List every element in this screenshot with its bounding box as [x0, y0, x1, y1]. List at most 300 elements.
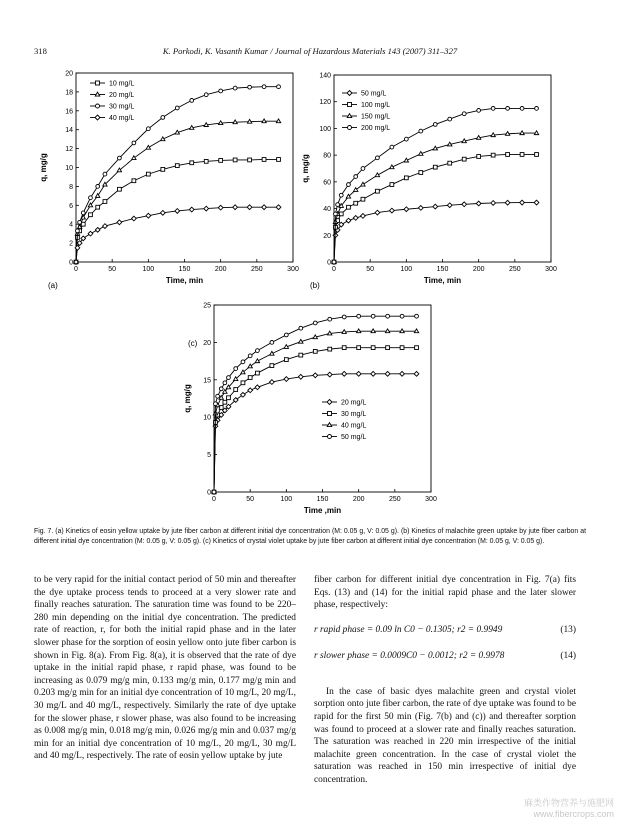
y-tick-label: 25 [203, 302, 211, 310]
data-point [376, 156, 380, 160]
data-point [247, 205, 252, 210]
data-point [132, 141, 136, 145]
y-tick-label: 60 [323, 179, 331, 187]
data-point [212, 490, 216, 494]
data-point [433, 146, 437, 150]
data-point [241, 360, 245, 364]
data-point [190, 126, 194, 130]
data-point [462, 139, 466, 143]
data-point [336, 203, 340, 207]
data-point [160, 210, 165, 215]
data-point [277, 85, 281, 89]
x-tick-label: 0 [212, 496, 216, 503]
data-point [506, 153, 510, 157]
y-tick-label: 12 [65, 146, 73, 154]
figure-caption: Fig. 7. (a) Kinetics of eosin yellow uptake by jute fiber carbon at different initial dye concentration (M: 0.05 g, V: 0.05 g). (b) Kinetics of malachite green uptake by jute fiber carbon at different initial dye concentration (M: 0.05 g, V: 0.05 g). (c) Kinetics of crystal violet uptake by jute fiber carbon at different initial dye concentration (M: 0.05 g, V: 0.05 g). [34, 528, 586, 545]
body-paragraph: to be very rapid for the initial contact period of 50 min and thereafter the dye uptake process tends to proceed at a very slower rate and finally reaches saturation. The saturation time was found to be 220–280 min depending on the initial dye concentration. The predicted rate of reaction, r, for both the initial rapid phase and in the later slower phase for the sorption of eosin yellow onto jute fiber carbon is shown in Fig. 8(a). From Fig. 8(a), it is observed that the rate of dye uptake in the initial rapid phase, r rapid phase, was found to be increasing as 0.079 mg/g min, 0.133 mg/g min, 0.177 mg/g min and 0.203 mg/g min for an initial dye concentration of 10 mg/L, 20 mg/L, 30 mg/L and 40 mg/L, respectively. Similarly the rate of dye uptake for the slower phase, r slower phase, was also found to be increasing as 0.008 mg/g min, 0.018 mg/g min, 0.026 mg/g min and 0.037 mg/g min for an initial dye concentration of 10 mg/L, 20 mg/L, 30 mg/L and 40 mg/L, respectively. The rate of eosin yellow uptake by jute [34, 575, 296, 762]
figure-7b-chart [301, 62, 588, 292]
data-point [234, 367, 238, 371]
y-tick-label: 10 [203, 414, 211, 422]
data-point [371, 346, 375, 350]
y-tick-label: 6 [69, 202, 73, 210]
data-point [389, 208, 394, 213]
data-point [342, 315, 346, 319]
series-line [214, 374, 417, 492]
data-point [161, 167, 165, 171]
data-point [219, 89, 223, 93]
y-tick-label: 120 [319, 99, 331, 107]
data-point [118, 156, 122, 160]
y-tick-label: 16 [65, 108, 73, 116]
data-point [419, 129, 423, 133]
data-point [375, 210, 380, 215]
legend-marker [96, 104, 100, 108]
y-tick-label: 5 [207, 452, 211, 460]
data-point [491, 153, 495, 157]
data-point [400, 314, 404, 318]
watermark-line: www.fibercrops.com [533, 809, 614, 819]
data-point [284, 333, 288, 337]
data-point [204, 206, 209, 211]
data-point [262, 205, 267, 210]
data-point [219, 387, 223, 391]
data-point [419, 171, 423, 175]
y-tick-label: 15 [203, 377, 211, 385]
data-point [433, 204, 438, 209]
y-tick-label: 0 [327, 259, 331, 267]
legend-marker [347, 91, 352, 96]
data-point [234, 388, 238, 392]
data-point [223, 381, 227, 385]
data-point [270, 341, 274, 345]
x-tick-label: 50 [366, 266, 375, 273]
panel-label: (c) [188, 339, 198, 348]
data-point [255, 385, 260, 390]
data-point [216, 394, 220, 398]
data-point [241, 381, 245, 385]
data-point [103, 200, 107, 204]
data-point [376, 189, 380, 193]
data-point [415, 314, 419, 318]
data-point [433, 123, 437, 127]
data-point [118, 187, 122, 191]
data-point [390, 165, 394, 169]
data-point [248, 85, 252, 89]
x-tick-label: 250 [388, 496, 401, 503]
data-point [342, 346, 346, 350]
data-point [175, 130, 179, 134]
data-point [520, 200, 525, 205]
x-axis-label: Time, min [423, 276, 462, 285]
data-point [175, 209, 180, 214]
data-point [385, 329, 389, 333]
data-point [204, 123, 208, 127]
data-point [404, 158, 408, 162]
plot-frame [76, 73, 293, 262]
y-tick-label: 8 [69, 183, 73, 191]
data-point [248, 158, 252, 162]
data-point [375, 173, 379, 177]
data-point [339, 193, 343, 197]
data-point [477, 108, 481, 112]
data-point [371, 329, 375, 333]
data-point [371, 314, 375, 318]
panel-label: (b) [310, 281, 320, 290]
data-point [233, 86, 237, 90]
data-point [415, 346, 419, 350]
data-point [477, 155, 481, 159]
data-point [356, 371, 361, 376]
data-point [354, 175, 358, 179]
legend-marker [327, 423, 332, 427]
data-point [146, 145, 150, 149]
data-point [255, 359, 259, 363]
data-point [400, 346, 404, 350]
y-tick-label: 100 [319, 125, 331, 133]
data-point [354, 201, 358, 205]
data-point [103, 172, 107, 176]
page-header [34, 46, 586, 60]
data-point [276, 205, 281, 210]
data-point [204, 159, 208, 163]
data-point [117, 220, 122, 225]
legend-marker [328, 435, 332, 439]
data-point [334, 212, 338, 216]
data-point [89, 196, 93, 200]
y-tick-label: 140 [319, 72, 331, 80]
legend-marker [347, 114, 352, 118]
y-tick-label: 10 [65, 165, 73, 172]
legend-marker [327, 400, 332, 405]
data-point [256, 349, 260, 353]
data-point [233, 205, 238, 210]
x-tick-label: 300 [425, 496, 437, 503]
data-point [313, 349, 317, 353]
data-point [218, 205, 223, 210]
y-tick-label: 2 [69, 240, 73, 248]
data-point [175, 164, 179, 168]
data-point [347, 205, 351, 209]
legend-label: 50 mg/L [361, 90, 387, 98]
data-point [534, 200, 539, 205]
data-point [132, 156, 136, 160]
x-tick-label: 0 [74, 266, 78, 273]
data-point [298, 374, 303, 379]
figure-7a-chart [30, 62, 300, 292]
data-point [385, 371, 390, 376]
data-point [353, 216, 358, 221]
data-point [233, 158, 237, 162]
series-20-mg-l [212, 371, 419, 494]
data-point [313, 373, 318, 378]
body-right-column [314, 574, 576, 787]
data-point [81, 222, 85, 226]
data-point [299, 339, 303, 343]
legend-label: 200 mg/L [361, 125, 391, 132]
data-point [386, 346, 390, 350]
data-point [414, 329, 418, 333]
data-point [270, 364, 274, 368]
equation-14-expression: r slower phase = 0.0009C0 − 0.0012; r2 = 0.9978 [314, 650, 505, 661]
data-point [328, 331, 332, 335]
data-point [462, 157, 466, 161]
figure-7c-chart [176, 296, 446, 522]
data-point [491, 106, 495, 110]
data-point [248, 364, 252, 368]
data-point [103, 224, 108, 229]
y-tick-label: 20 [65, 70, 73, 78]
equation-13 [314, 624, 576, 638]
series-20-mg-l [74, 119, 281, 264]
plot-frame [214, 305, 431, 492]
equation-14 [314, 650, 576, 664]
legend-label: 30 mg/L [109, 103, 135, 111]
x-tick-label: 250 [250, 266, 263, 273]
legend-label: 50 mg/L [341, 434, 367, 441]
watermark [492, 798, 614, 820]
legend-marker [328, 412, 332, 416]
equation-14-number: (14) [560, 650, 576, 661]
data-point [204, 93, 208, 97]
data-point [161, 137, 165, 141]
data-point [505, 200, 510, 205]
data-point [404, 207, 409, 212]
data-point [462, 112, 466, 116]
x-tick-label: 150 [436, 266, 449, 273]
series-line [76, 207, 279, 262]
data-point [357, 346, 361, 350]
data-point [342, 371, 347, 376]
body-paragraph: fiber carbon for different initial dye concentration in Fig. 7(a) fits Eqs. (13) and (14) for the initial rapid phase and the later slower phase, respectively: [314, 575, 576, 611]
data-point [357, 314, 361, 318]
page-number: 318 [34, 46, 47, 56]
data-point [520, 106, 524, 110]
data-point [327, 372, 332, 377]
data-point [448, 142, 452, 146]
data-point [248, 388, 253, 393]
data-point [276, 119, 280, 123]
y-tick-label: 0 [69, 259, 73, 267]
data-point [535, 153, 539, 157]
data-point [146, 127, 150, 131]
legend-label: 10 mg/L [109, 80, 135, 88]
data-point [535, 106, 539, 110]
legend-label: 150 mg/L [361, 113, 391, 121]
x-axis-label: Time, min [165, 276, 204, 285]
data-point [132, 179, 136, 183]
data-point [414, 371, 419, 376]
legend-label: 40 mg/L [341, 422, 367, 430]
x-tick-label: 300 [287, 266, 299, 273]
y-tick-label: 40 [323, 206, 331, 214]
legend-marker [95, 115, 100, 120]
series-50-mg-l [212, 314, 418, 494]
data-point [506, 106, 510, 110]
data-point [146, 172, 150, 176]
data-point [476, 201, 481, 206]
data-point [447, 203, 452, 208]
x-tick-label: 250 [508, 266, 521, 273]
data-point [342, 330, 346, 334]
data-point [227, 396, 231, 400]
data-point [284, 358, 288, 362]
data-point [262, 158, 266, 162]
data-point [371, 371, 376, 376]
data-point [346, 218, 351, 223]
x-tick-label: 0 [332, 266, 336, 273]
y-axis-label: q, mg/g [39, 153, 48, 182]
x-tick-label: 150 [316, 496, 329, 503]
data-point [190, 161, 194, 165]
data-point [418, 206, 423, 211]
data-point [361, 167, 365, 171]
data-point [361, 182, 365, 186]
legend-marker [96, 81, 100, 85]
data-point [96, 205, 100, 209]
x-tick-label: 200 [214, 266, 227, 273]
data-point [96, 185, 100, 189]
data-point [76, 229, 80, 233]
data-point [491, 201, 496, 206]
data-point [247, 119, 251, 123]
data-point [361, 214, 366, 219]
data-point [386, 314, 390, 318]
legend-label: 20 mg/L [341, 399, 367, 407]
data-point [284, 377, 289, 382]
x-tick-label: 50 [108, 266, 117, 273]
data-point [131, 216, 136, 221]
data-point [361, 197, 365, 201]
legend-marker [348, 126, 352, 130]
data-point [390, 145, 394, 149]
legend-label: 20 mg/L [109, 92, 135, 99]
data-point [175, 106, 179, 110]
x-tick-label: 200 [472, 266, 485, 273]
y-axis-label: q, mg/g [183, 384, 192, 413]
series-50-mg-l [332, 200, 539, 264]
data-point [248, 376, 252, 380]
data-point [161, 116, 165, 120]
data-point [534, 131, 538, 135]
x-tick-label: 100 [142, 266, 155, 273]
series-line [214, 316, 417, 492]
y-axis-label: q, mg/g [301, 154, 310, 183]
data-point [270, 351, 274, 355]
data-point [328, 317, 332, 321]
legend-label: 40 mg/L [109, 115, 135, 122]
series-30-mg-l [212, 346, 418, 494]
panel-label: (a) [48, 281, 58, 290]
data-point [269, 380, 274, 385]
data-point [219, 159, 223, 163]
data-point [400, 371, 405, 376]
data-point [448, 161, 452, 165]
data-point [256, 371, 260, 375]
equation-13-expression: r rapid phase = 0.09 ln C0 − 0.1305; r2 = 0.9949 [314, 624, 503, 635]
data-point [214, 402, 218, 406]
data-point [313, 335, 317, 339]
x-tick-label: 50 [246, 496, 255, 503]
legend-label: 30 mg/L [341, 411, 367, 418]
data-point [400, 329, 404, 333]
data-point [448, 117, 452, 121]
data-point [404, 137, 408, 141]
y-tick-label: 20 [323, 232, 331, 240]
y-tick-label: 0 [207, 489, 211, 497]
body-paragraph: In the case of basic dyes malachite green and crystal violet sorption onto jute fiber carbon, the rate of dye uptake was found to be rapid for the first 50 min (Fig. 7(b) and (c)) and thereafter sorption was found to proceed at a slower rate and finally reaches saturation. The saturation was reached in 220 min irrespective of the initial malachite green concentration. In the case of crystal violet the saturation was reached in 150 min irrespective of initial dye concentration. [314, 686, 576, 785]
x-axis-label: Time ,min [303, 506, 342, 515]
data-point [146, 213, 151, 218]
equation-13-number: (13) [560, 624, 576, 635]
data-point [284, 345, 288, 349]
data-point [476, 135, 480, 139]
data-point [88, 231, 93, 236]
y-tick-label: 80 [323, 152, 331, 160]
x-tick-label: 100 [400, 266, 413, 273]
x-tick-label: 300 [545, 266, 557, 273]
series-line [76, 121, 279, 262]
data-point [233, 120, 237, 124]
data-point [262, 119, 266, 123]
data-point [347, 183, 351, 187]
legend-marker [95, 92, 100, 96]
series-line [334, 203, 537, 262]
data-point [223, 400, 227, 404]
data-point [390, 183, 394, 187]
data-point [354, 188, 358, 192]
x-tick-label: 150 [178, 266, 191, 273]
data-point [520, 131, 524, 135]
data-point [433, 165, 437, 169]
legend-label: 100 mg/L [361, 102, 391, 109]
data-point [491, 133, 495, 137]
data-point [404, 176, 408, 180]
data-point [356, 329, 360, 333]
watermark-line: 麻类作物营养与施肥网 [523, 798, 614, 808]
running-head: K. Porkodi, K. Vasanth Kumar / Journal of Hazardous Materials 143 (2007) 311–327 [162, 46, 458, 56]
data-point [189, 207, 194, 212]
data-point [277, 158, 281, 162]
data-point [81, 211, 85, 215]
y-tick-label: 4 [69, 221, 73, 229]
body-left-column [34, 574, 296, 763]
data-point [262, 85, 266, 89]
data-point [462, 202, 467, 207]
data-point [218, 121, 222, 125]
data-point [313, 321, 317, 325]
data-point [520, 153, 524, 157]
data-point [505, 131, 509, 135]
data-point [89, 213, 93, 217]
data-point [78, 220, 82, 224]
data-point [248, 354, 252, 358]
series-40-mg-l [74, 205, 281, 265]
data-point [328, 347, 332, 351]
data-point [332, 260, 336, 264]
y-tick-label: 14 [65, 127, 73, 135]
series-line [214, 348, 417, 492]
legend-marker [348, 103, 352, 107]
data-point [95, 227, 100, 232]
data-point [227, 376, 231, 380]
series-line [214, 331, 417, 492]
data-point [190, 99, 194, 103]
y-tick-label: 18 [65, 89, 73, 97]
x-tick-label: 100 [280, 496, 293, 503]
x-tick-label: 200 [352, 496, 365, 503]
y-tick-label: 20 [203, 339, 211, 347]
data-point [299, 326, 303, 330]
